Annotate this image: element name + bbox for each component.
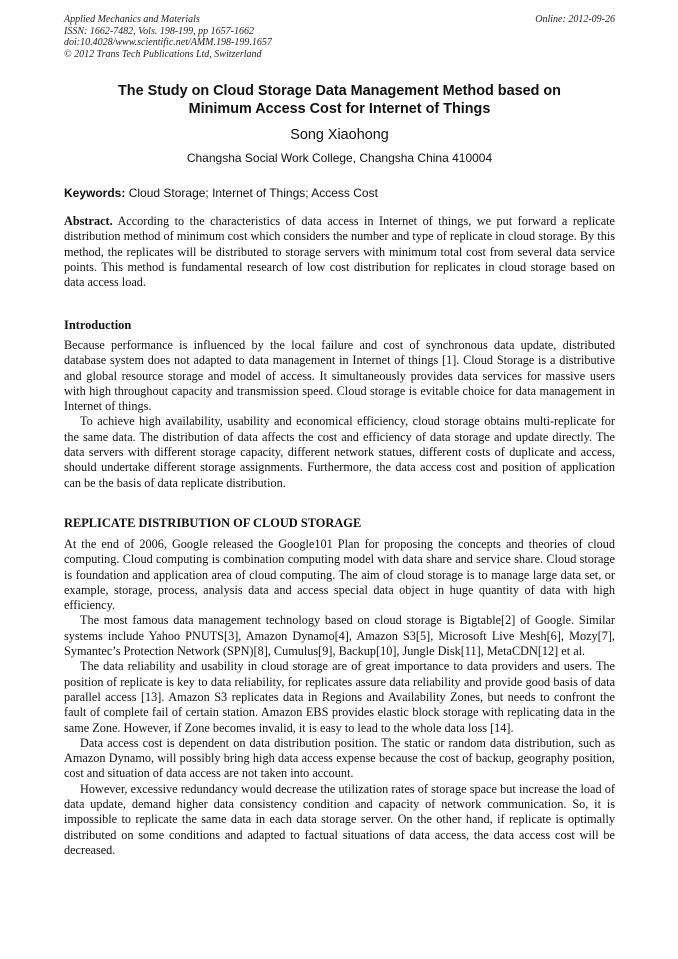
replicate-body	[64, 537, 615, 858]
abstract-text: According to the characteristics of data access in Internet of things, we put forward a replicate distribution method of minimum cost which considers the number and type of replicate in cloud storage. By this method, the replicates will be distributed to storage servers with minimum total cost from several data service points. This method is fundamental research of low cost distribution for replicates in cloud storage based on data access load.	[64, 214, 615, 290]
abstract	[64, 214, 615, 290]
abstract-label: Abstract.	[64, 214, 113, 228]
keywords	[64, 186, 615, 201]
intro-paragraph-1: Because performance is influenced by the local failure and cost of synchronous data update, distributed database system does not adapted to data management in Internet of things [1]. Cloud Storage is a distributive and global resource storage and model of access. It simultaneously provides data services for massive users with high throughout capacity and transmission speed. Cloud storage is evitable choice for data management in Internet of things.	[64, 338, 615, 414]
replicate-paragraph-4: Data access cost is dependent on data distribution position. The static or random data distribution, such as Amazon Dynamo, will possibly bring high data access expense because the cost of backup, geography position, cost and situation of data access are not taken into account.	[64, 735, 615, 781]
journal-header	[64, 14, 615, 60]
intro-paragraph-2: To achieve high availability, usability and economical efficiency, cloud storage obtains multi-replicate for the same data. The distribution of data affects the cost and efficiency of data storage and update directly. The data servers with different storage capacity, different network statues, different costs of duplicate and access, should undertake different storage assignments. Furthermore, the data access cost and position of application can be the basis of data replicate distribution.	[64, 414, 615, 490]
doi-line: doi:10.4028/www.scientific.net/AMM.198-199.1657	[64, 37, 272, 48]
replicate-paragraph-3: The data reliability and usability in cloud storage are of great importance to data providers and users. The position of replicate is key to data reliability, for replicates assure data reliability and provide good basis of data parallel access [13]. Amazon S3 replicates data in Regions and Availability Zones, but needs to confront the fault of complete fail of certain station. Amazon EBS provides elastic block storage with replicating data in the same Zone. However, if Zone becomes invalid, it is easy to lead to the whole data loss [14].	[64, 659, 615, 735]
author-name: Song Xiaohong	[290, 127, 389, 143]
online-date: Online: 2012-09-26	[535, 14, 615, 25]
introduction-heading: Introduction	[64, 318, 132, 332]
journal-name: Applied Mechanics and Materials	[64, 14, 200, 25]
replicate-paragraph-5: However, excessive redundancy would decrease the utilization rates of storage space but increase the load of data update, demand higher data consistency condition and capacity of network communication. So, it is impossible to replicate the same data in each data storage server. On the other hand, if replicate is optimally distributed on some conditions and adapted to factual situations of data access, the data access cost will be decreased.	[64, 781, 615, 857]
title-line-1: The Study on Cloud Storage Data Management Method based on	[118, 83, 561, 99]
title-line-2: Minimum Access Cost for Internet of Things	[188, 101, 491, 117]
issn-line: ISSN: 1662-7482, Vols. 198-199, pp 1657-1662	[64, 25, 254, 37]
replicate-paragraph-1: At the end of 2006, Google released the Google101 Plan for proposing the concepts and theories of cloud computing. Cloud computing is combination computing model with data share and service share. Cloud storage is foundation and application area of cloud computing. The aim of cloud storage is to manage large data set, or example, storage, process, analysis data and access special data object in huge quantity of data with high efficiency.	[64, 537, 615, 613]
paper-title	[64, 82, 615, 118]
copyright-line: © 2012 Trans Tech Publications Ltd, Switzerland	[64, 48, 262, 60]
keywords-label: Keywords:	[64, 186, 126, 200]
introduction-body	[64, 338, 615, 491]
keywords-text: Cloud Storage; Internet of Things; Access Cost	[125, 186, 378, 200]
affiliation: Changsha Social Work College, Changsha China 410004	[186, 151, 493, 165]
replicate-paragraph-2: The most famous data management technology based on cloud storage is Bigtable[2] of Google. Similar systems include Yahoo PNUTS[3], Amazon Dynamo[4], Amazon S3[5], Microsoft Live Mesh[6], Mozy[7], Symantec’s Protection Network (SPN)[8], Cumulus[9], Backup[10], Jungle Disk[11], MetaCDN[12] et al.	[64, 613, 615, 659]
replicate-heading: REPLICATE DISTRIBUTION OF CLOUD STORAGE	[64, 516, 362, 530]
